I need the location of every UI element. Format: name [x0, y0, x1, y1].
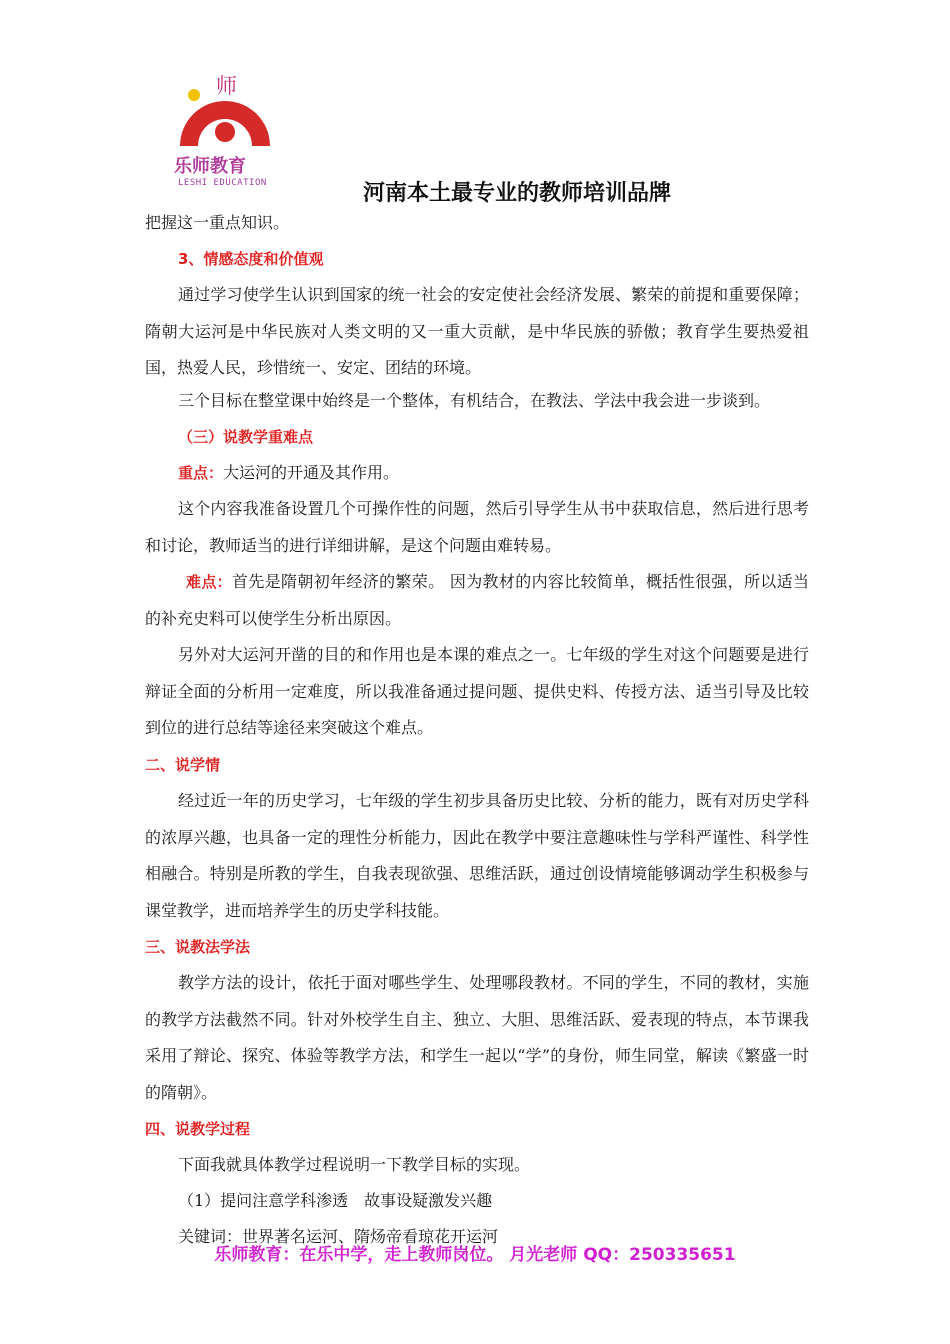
key-point-label: 重点：: [178, 464, 224, 482]
logo-character: 师: [216, 74, 237, 98]
paragraph-process: 下面我就具体教学过程说明一下教学目标的实现。: [178, 1155, 531, 1174]
heading-process: 四、说教学过程: [145, 1120, 251, 1138]
difficulty-label: 难点：: [186, 573, 233, 591]
key-point-line: [145, 455, 809, 491]
paragraph-students: 经过近一年的历史学习，七年级的学生初步具备历史比较、分析的能力，既有对历史学科的浓厚兴趣，也具备一定的理性分析能力，因此在教学中要注意趣味性与学科严谨性、科学性相融合。特别是所教的学生，自我表现欲强、思维活跃，通过创设情境能够调动学生积极参与课堂教学，进而培养学生的历史学科技能。: [145, 791, 809, 920]
paragraph-emotion: 通过学习使学生认识到国家的统一社会的安定使社会经济发展、繁荣的前提和重要保障；隋朝大运河是中华民族对人类文明的又一重大贡献，是中华民族的骄傲；教育学生要热爱祖国，热爱人民，珍惜统一、安定、团结的环境。: [145, 285, 809, 377]
footer-contact: 乐师教育：在乐中学，走上教师岗位。 月光老师 QQ：250335651: [214, 1245, 736, 1265]
document-body: [145, 205, 809, 1255]
heading-students: 二、说学情: [145, 756, 221, 774]
logo-english-name: LESHI EDUCATION: [178, 178, 267, 188]
heading-emotion: 3、情感态度和价值观: [178, 250, 324, 268]
logo-smile-icon: [172, 70, 282, 160]
key-point-text: 大运河的开通及其作用。: [223, 463, 400, 482]
paragraph-continuation: 把握这一重点知识。: [145, 213, 290, 232]
paragraph-step-1: （1）提问注意学科渗透 故事设疑激发兴趣: [178, 1191, 493, 1210]
paragraph-methods: 教学方法的设计，依托于面对哪些学生、处理哪段教材。不同的学生，不同的教材，实施的教学方法截然不同。针对外校学生自主、独立、大胆、思维活跃、爱表现的特点，本节课我采用了辩论、探究、体验等教学方法，和学生一起以“学”的身份，师生同堂，解读《繁盛一时的隋朝》。: [145, 973, 809, 1102]
paragraph-three-goals: 三个目标在整堂课中始终是一个整体，有机结合，在教法、学法中我会进一步谈到。: [178, 391, 771, 410]
paragraph-key-detail: 这个内容我准备设置几个可操作性的问题，然后引导学生从书中获取信息，然后进行思考和讨论，教师适当的进行详细讲解，是这个问题由难转易。: [145, 499, 809, 555]
heading-methods: 三、说教法学法: [145, 938, 251, 956]
logo-brand-name: 乐师教育: [174, 156, 246, 177]
difficulty-paragraph: [145, 564, 809, 637]
leshi-logo: [172, 70, 282, 195]
paragraph-keywords: 关键词：世界著名运河、隋炀帝看琼花开运河: [178, 1227, 499, 1246]
difficulty-text: 首先是隋朝初年经济的繁荣。 因为教材的内容比较简单，概括性很强，所以适当的补充史料可以使学生分析出原因。: [145, 572, 809, 628]
heading-key-points: （三）说教学重难点: [178, 428, 314, 446]
header-slogan: 河南本土最专业的教师培训品牌: [363, 181, 672, 206]
paragraph-difficulty-2: 另外对大运河开凿的目的和作用也是本课的难点之一。七年级的学生对这个问题要是进行辩证全面的分析用一定难度，所以我准备通过提问题、提供史料、传授方法、适当引导及比较到位的进行总结等途径来突破这个难点。: [145, 645, 809, 737]
